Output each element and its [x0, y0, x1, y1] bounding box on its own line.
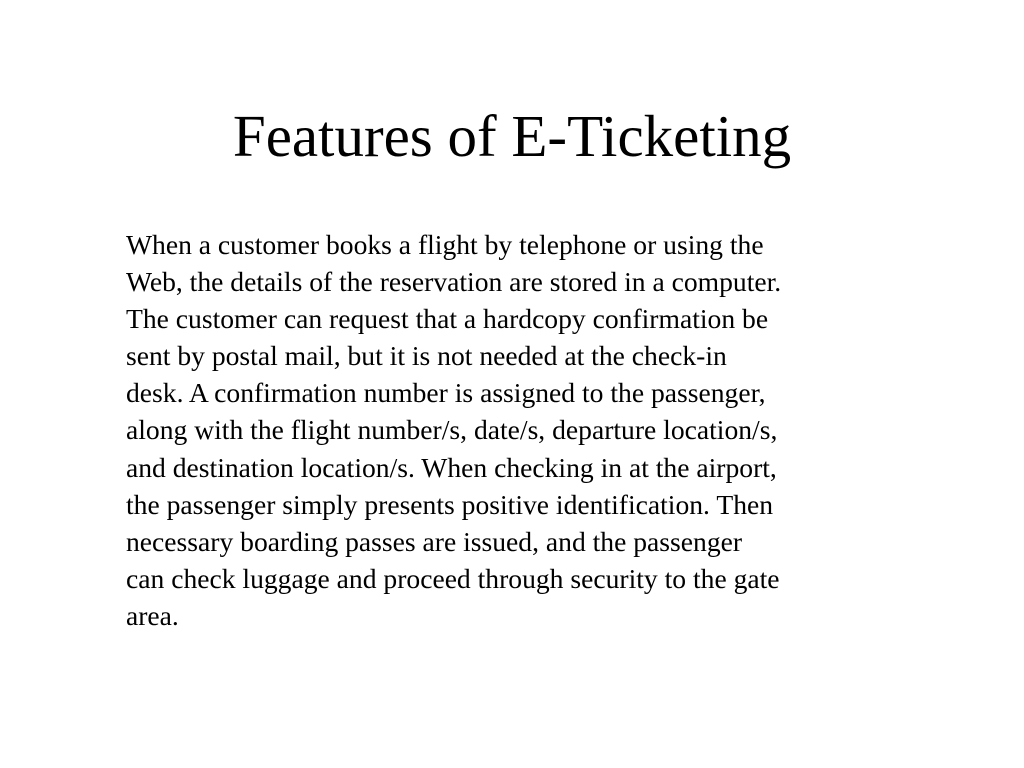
body-line: Web, the details of the reservation are stored in a computer. [126, 266, 782, 298]
body-line: along with the flight number/s, date/s, departure location/s, [126, 414, 778, 446]
body-line: desk. A confirmation number is assigned to the passenger, [126, 377, 766, 409]
slide-title: Features of E-Ticketing [232, 103, 792, 169]
body-line: and destination location/s. When checking in at the airport, [126, 451, 777, 483]
body-line: The customer can request that a hardcopy confirmation be [126, 303, 769, 335]
slide-body-text [126, 226, 946, 634]
body-line: necessary boarding passes are issued, and the passenger [126, 525, 743, 557]
body-line: the passenger simply presents positive identification. Then [126, 488, 774, 520]
body-line: When a customer books a flight by telephone or using the [126, 229, 764, 260]
body-line: can check luggage and proceed through security to the gate [126, 562, 780, 594]
body-line: area. [126, 599, 179, 631]
body-line: sent by postal mail, but it is not needed at the check-in [126, 340, 727, 372]
